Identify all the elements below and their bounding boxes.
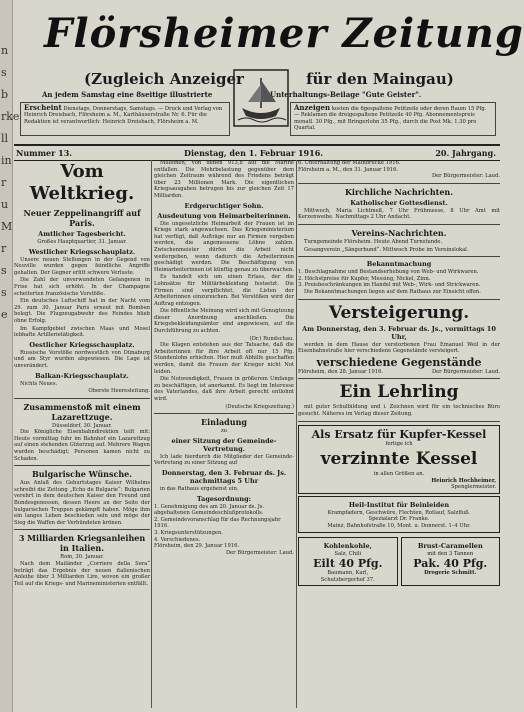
column-war-news bbox=[14, 160, 150, 708]
edge-letter: b bbox=[1, 88, 9, 101]
invitation-text: Ich lade hierdurch die Mitglieder der Gemeinde-Vertretung zu einer Sitzung auf bbox=[154, 453, 294, 467]
article-paragraph: Nichts Neues. bbox=[20, 380, 58, 387]
mayor-signature: Der Bürgermeister: Laud. bbox=[225, 549, 294, 556]
italy-loans-headline: 3 Milliarden Kriegsanleihen in Italien. bbox=[18, 533, 146, 554]
dateline-hq: Großes Hauptquartier, 31. Januar. bbox=[37, 239, 127, 245]
newspaper-title: Flörsheimer Zeitung bbox=[44, 10, 524, 57]
column-divider bbox=[296, 160, 297, 708]
agenda-item: 4. Verschiedenes. bbox=[154, 536, 201, 543]
agenda-item: 1. Genehmigung des am 20. Januar ds. Js. abgehaltenen Gemeindeschlußprotokolls. bbox=[154, 503, 265, 517]
advert-pricing-box bbox=[290, 102, 496, 136]
club-text: Turngemeinde Flörsheim. Heute Abend Turnstunde. bbox=[304, 238, 443, 245]
edge-letter: n bbox=[1, 44, 9, 57]
official-report-heading: Amtlicher Tagesbericht. bbox=[38, 230, 126, 238]
auction-items: verschiedene Gegenstände bbox=[316, 355, 482, 369]
erscheint-label: Erscheint bbox=[24, 103, 62, 112]
coal-ad-address: Schutzbergerhof 37. bbox=[320, 576, 375, 583]
auction-date: Am Donnerstag, den 3. Februar ds. Js., vormittags 10 Uhr, bbox=[302, 324, 496, 341]
article-paragraph: Im Kampfgebiet zwischen Maas und Mosel lebhafte Artillerietätigkeit. bbox=[14, 325, 150, 339]
article-paragraph: Russische Vorstöße nordwestlich von Dünaburg und am Styr wurden abgewiesen. Die Lage ist unverändert. bbox=[14, 349, 150, 369]
agenda-heading: Tagesordnung: bbox=[196, 494, 252, 503]
article-paragraph: Die öffentliche Meinung wird sich mit Genugtuung dieser Anordnung anschließen. Die Kriegsbekleidungsämter sind angewiesen, auf die Durchführung zu achten. bbox=[154, 308, 294, 335]
agenda-item: 3. Kriegsunterstützungen. bbox=[154, 529, 223, 536]
announcement-list bbox=[298, 269, 500, 289]
column-home-front bbox=[154, 160, 294, 708]
divider bbox=[298, 299, 500, 300]
signature: Oberste Heeresleitung. bbox=[88, 388, 150, 395]
edge-letter: r bbox=[1, 176, 7, 189]
coal-ad-name: Baumann, Karl, bbox=[327, 570, 369, 577]
service-text: Mittwoch, Maria Lichtmeß, 7 Uhr Frühmesse, 8 Uhr Amt mit Kerzenweihe. Nachmittags 2 Uhr Andacht. bbox=[298, 207, 500, 221]
dateline-duesseldorf: Düsseldorf, 30. Januar. bbox=[52, 422, 112, 429]
coal-ad-price: Eilt 40 Pfg. bbox=[313, 557, 383, 571]
balkan-front-heading: Balkan-Kriegsschauplatz. bbox=[35, 371, 129, 380]
notice-line: Flörsheim a. M., den 31. Januar 1916. bbox=[298, 166, 399, 173]
dateline-rome: Rom, 30. Januar. bbox=[60, 554, 104, 561]
article-paragraph: Ein deutsches Luftschiff hat in der Nacht vom 29. zum 30. Januar Paris erneut mit Bomben belegt. Die Flugzeugabwehr des Feindes blieb ohne Erfolg. bbox=[14, 298, 150, 324]
war-headline: Vom Weltkrieg. bbox=[29, 161, 135, 204]
source-credit: (Dr.) Rundschau. bbox=[249, 335, 294, 342]
masthead bbox=[14, 4, 524, 142]
train-collision-headline: Zusammenstoß mit einem Lazarettzuge. bbox=[23, 401, 141, 422]
edge-letter: r bbox=[1, 242, 7, 255]
caramel-ad-price: Pak. 40 Pfg. bbox=[413, 557, 488, 571]
invitation-text: in das Rathaus ergebenst ein. bbox=[160, 485, 239, 492]
divider bbox=[298, 421, 500, 422]
edge-letter: s bbox=[1, 264, 7, 277]
article-paragraph: Unsere neuen Stellungen in der Gegend von Neuville wurden gegen feindliche Angriffe gehalten. Der Gegner erlitt schwere Verluste. bbox=[14, 256, 150, 276]
clinic-ad bbox=[298, 496, 500, 533]
coal-ad-heading: Kohlenkohle, bbox=[323, 541, 372, 550]
eastern-front-heading: Oestlicher Kriegsschauplatz. bbox=[29, 340, 135, 349]
clinic-ad-address: Mainz, Bahnhofstraße 10, Mont. u. Donnerst. 1–4 Uhr. bbox=[327, 523, 471, 530]
article-paragraph: Millionen, von denen 913,8 auf die Marine entfallen. Die Mehrbelastung gegenüber dem gleichen Zeitraum während des Friedens beträgt über 23 Millionen Mark. Die eigentlichen Kriegsausgaben betrugen bis zur gleichen Zeit 17 Milliarden. bbox=[154, 160, 294, 199]
auction-heading: Versteigerung. bbox=[328, 302, 470, 323]
divider bbox=[298, 256, 500, 257]
edge-letter: u bbox=[1, 198, 9, 211]
mayor-signature: Der Bürgermeister: Laud. bbox=[431, 173, 500, 180]
invitation-heading: Einladung bbox=[201, 417, 247, 428]
coal-ad bbox=[298, 537, 398, 587]
volume-year: 20. Jahrgang. bbox=[435, 148, 496, 158]
dateline-bar bbox=[14, 144, 500, 161]
edge-letter: rke bbox=[1, 110, 20, 123]
divider bbox=[14, 398, 150, 399]
caramel-ad-sub: mit den 3 Tannen bbox=[427, 550, 474, 557]
auction-place: Flörsheim, den 28. Januar 1916. bbox=[298, 368, 384, 375]
edge-letter: ll bbox=[1, 132, 9, 145]
bottom-ads bbox=[298, 535, 500, 589]
edge-letters bbox=[1, 40, 20, 326]
announcement-item: 1. Beschlagnahme und Bestandserhebung von Web- und Wirkwaren. bbox=[298, 269, 479, 276]
kettle-ad-sub: fertige ich bbox=[385, 440, 413, 447]
tagline-left: An jedem Samstag eine 8seitige illustrierte bbox=[42, 90, 213, 99]
column-divider bbox=[151, 160, 152, 708]
notice-line: 6. Unterhaltung der Mainbrücke 1916. bbox=[298, 160, 401, 166]
agenda-item: 2. Gemeindevoranschlag für das Rechnungsjahr 1916. bbox=[154, 516, 281, 530]
announcement-item: 3. Preisbeschränkungen im Handel mit Web-, Wirk- und Strickwaren. bbox=[298, 282, 481, 289]
divider bbox=[14, 529, 150, 530]
coal-ad-sub: Salz, Chili bbox=[334, 550, 362, 557]
article-paragraph: Es handelt sich um einen Erlass, der die Lohnsätze für Militärbekleidung festsetzt. Die Firmen sind verpflichtet, die Listen der Arbeiterinnen einzureichen. Bei Verstößen wird der Auftrag entzogen. bbox=[154, 274, 294, 307]
western-front-heading: Westlicher Kriegsschauplatz. bbox=[28, 247, 136, 256]
article-paragraph: Nach dem Mailänder „Corriere della Sera“ beträgt das Ergebnis der neuen italienischen Anleihe über 3 Milliarden Lire, wovon ein großer Teil auf die Kriegs- und Marineministerien entfällt. bbox=[14, 561, 150, 587]
article-paragraph: Die Königliche Eisenbahndirektion teilt mit: Heute vormittag fuhr im Bahnhof ein Lazarettzug auf einen stehenden Güterzug auf. Mehrere Wagen wurden beschädigt; Personen kamen nicht zu Schaden. bbox=[14, 429, 150, 462]
adjacent-page-edge bbox=[0, 0, 20, 712]
divider bbox=[298, 183, 500, 184]
mayor-signature: Der Bürgermeister: Laud. bbox=[431, 368, 500, 375]
meeting-date: Donnerstag, den 3. Februar ds. Js. nachmittags 5 Uhr bbox=[161, 468, 287, 485]
apprentice-ad-text: mit guter Schulbildung und i. Zeichnen wird für ein technisches Büro gesucht. Näheres im Verlag dieser Zeitung. bbox=[298, 404, 500, 417]
kettle-ad-product: verzinnte Kessel bbox=[320, 449, 478, 470]
subtitle-right: für den Maingau) bbox=[306, 70, 454, 88]
club-text: Gesangverein „Sängerbund“. Mittwoch Probe im Vereinslokal. bbox=[304, 246, 469, 253]
erscheint-text: Dienstags, Donnerstags, Samstags. — Druck und Verlag von Heinrich Dreisbach, Flörsheim a. M., Karthäuserstraße Nr. 6. Für die Redaktion ist verantwortlich: Heinrich Dreisbach, Flörsheim a. M. bbox=[24, 106, 223, 125]
article-paragraph: Die Klagen entstehen aus der Tatsache, daß die Arbeiterinnen für ihre Arbeit oft nur 15 Pfg. Stundenlohn erhielten. Hier muß Abhilfe geschaffen werden, damit die Frauen der Krieger nicht Not leiden. bbox=[154, 342, 294, 375]
clinic-ad-doctor: Spezialarzt Dr. Franke. bbox=[368, 516, 430, 523]
kettle-ad-heading: Als Ersatz für Kupfer-Kessel bbox=[311, 427, 487, 441]
announcement-text: Die Bekanntmachungen liegen auf dem Rathaus zur Einsicht offen. bbox=[304, 288, 481, 295]
divider bbox=[154, 413, 294, 414]
homeworkers-subheading: Ausdeutung von Heimarbeiterinnen. bbox=[157, 211, 291, 220]
edge-letter: s bbox=[1, 286, 7, 299]
divider bbox=[14, 465, 150, 466]
divider bbox=[298, 224, 500, 225]
council-meeting-heading: einer Sitzung der Gemeinde-Vertretung. bbox=[171, 436, 277, 453]
caramel-ad bbox=[401, 537, 501, 587]
club-news-heading: Vereins-Nachrichten. bbox=[351, 227, 447, 238]
caramel-ad-shop: Drogerie Schmitt. bbox=[424, 570, 477, 577]
kettle-ad-trade: Spenglermeister. bbox=[451, 484, 496, 491]
announcement-item: 2. Höchstpreise für Kupfer, Messing, Nickel, Zinn. bbox=[298, 275, 431, 282]
town-emblem-icon bbox=[232, 68, 290, 128]
article-paragraph: Die Zahl der unverwundeten Gefangenen in Frise hat sich erhöht. In der Champagne scheiterten französische Vorstöße. bbox=[14, 277, 150, 297]
announcement-heading: Bekanntmachung bbox=[366, 260, 432, 269]
article-paragraph: Die Notwendigkeit, Frauen in größerem Umfange zu beschäftigen, ist anerkannt. Es liegt im Interesse des Vaterlandes, daß ihre Arbeit gerecht entlohnt wird. bbox=[154, 376, 294, 402]
publication-info-box bbox=[20, 102, 230, 136]
article-paragraph: Die ungesetzliche Heimarbeit der Frauen ist im Kriege stark angewachsen. Das Kriegsministerium hat verfügt, daß Aufträge nur an Firmen vergeben werden, die angemessene Löhne zahlen. Zwischenmeister dürfen die Arbeit nicht weitergeben, wenn dadurch die Arbeiterinnen geschädigt werden. Die Beschäftigung von Heimarbeiterinnen ist künftig genau zu überwachen. bbox=[154, 220, 294, 273]
apprentice-ad-heading: Ein Lehrling bbox=[339, 382, 459, 403]
article-paragraph: Aus Anlaß des Geburtstages Kaiser Wilhelms schreibt die Zeitung „Echo de Bulgarie“: Bulgarien verehrt in dem deutschen Kaiser den Freund und Bundesgenossen, dessen Heere an der Seite der bulgarischen Truppen gekämpft haben. Möge ihm ein langes Leben beschieden sein und möge der Sieg die Waffen der Verbündeten krönen. bbox=[14, 480, 150, 526]
issue-date: Dienstag, den 1. Februar 1916. bbox=[184, 148, 324, 158]
church-news-heading: Kirchliche Nachrichten. bbox=[344, 186, 454, 197]
edge-letter: s bbox=[1, 66, 7, 79]
clinic-ad-text: Krampfadern, Geschwüre, Flechten, Rotlauf, Salzfluß. bbox=[327, 509, 471, 516]
agenda-list bbox=[154, 504, 294, 544]
tagline-right: Unterhaltungs-Beilage "Gute Geister". bbox=[270, 90, 422, 99]
kettle-ad bbox=[298, 425, 500, 494]
kettle-ad-sizes: in allen Größen an. bbox=[373, 471, 425, 478]
anzeigen-text: kosten die 6gespaltene Petitzeile oder deren Raum 15 Pfg. — Reklamen die dreigespaltene Petitzeile 40 Pfg. Abonnementspreis monatl. 30 Pfg., mit Bringerlohn 35 Pfg., durch die Post Mk. 1.30 pro Quartal. bbox=[294, 106, 487, 132]
edge-letter: in bbox=[1, 154, 12, 167]
subtitle-left: (Zugleich Anzeiger bbox=[84, 70, 244, 88]
column-local-ads bbox=[298, 160, 500, 708]
source-credit: (Deutsche Kriegszeitung.) bbox=[225, 403, 294, 410]
wages-headline: Erdgeruchtiger Sohn. bbox=[184, 201, 264, 210]
auction-text: werden in dem Hause der verstorbenen Frau Emanuel Weil in der Eisenbahnstraße hier verschiedene Gegenstände versteigert. bbox=[298, 341, 500, 355]
caramel-ad-heading: Brust-Caramellen bbox=[417, 541, 483, 550]
edge-letter: M bbox=[1, 220, 13, 233]
anzeigen-label: Anzeigen bbox=[294, 103, 331, 112]
zeppelin-headline: Neuer Zeppelinangriff auf Paris. bbox=[23, 208, 141, 228]
invitation-place: Flörsheim, den 29. Januar 1916. bbox=[154, 543, 240, 550]
edge-letter: e bbox=[1, 308, 8, 321]
bulgarian-wishes-headline: Bulgarische Wünsche. bbox=[31, 469, 133, 480]
issue-number: Nummer 13. bbox=[16, 148, 73, 158]
divider bbox=[298, 378, 500, 379]
kettle-ad-name: Heinrich Hochheimer, bbox=[431, 477, 496, 484]
clinic-ad-heading: Heil-Institut für Beinleiden bbox=[348, 500, 450, 509]
invitation-zu: zu bbox=[220, 428, 228, 435]
catholic-service-heading: Katholischer Gottesdienst. bbox=[350, 198, 448, 207]
